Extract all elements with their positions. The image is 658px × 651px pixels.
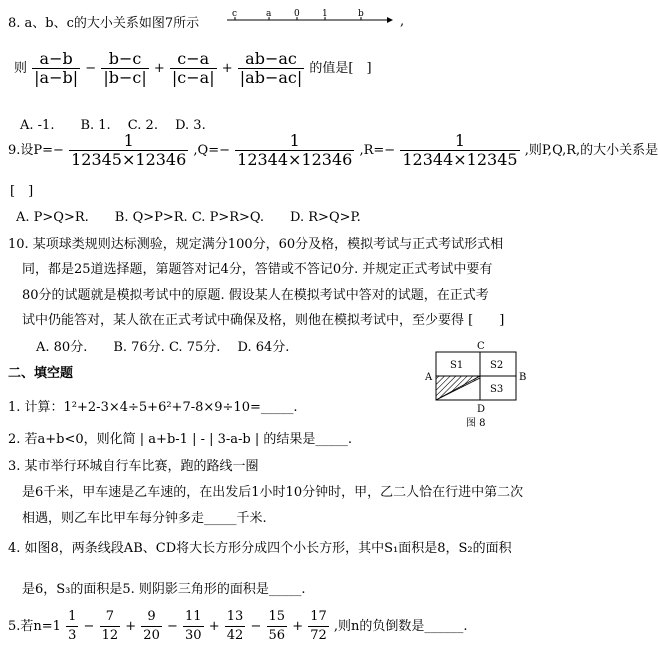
figure-caption: 图 8 xyxy=(466,418,486,429)
label-S3: S3 xyxy=(490,384,504,395)
q9-p-frac: $\frac{1}{12345\times 12346}$ xyxy=(71,131,187,169)
q8-frac-2: $\frac{b-c}{|b-c|}$ xyxy=(103,49,147,87)
q10-line-2: 同，都是25道选择题，第题答对记4分，答错或不答记0分. 并规定正式考试中要有 xyxy=(22,262,493,277)
label-A: A xyxy=(425,372,433,383)
f5-frac-3: $\frac{9}{20}$ xyxy=(143,609,160,643)
f5-frac-5: $\frac{13}{42}$ xyxy=(226,609,244,643)
fill-q3-line-3: 相遇，则乙车比甲车每分钟多走_____千米. xyxy=(22,511,267,526)
label-B: B xyxy=(519,372,527,383)
label-1: 1 xyxy=(322,9,328,19)
f5-frac-1: $\frac{1}{3}$ xyxy=(68,609,77,643)
fill-q4-line-1: 4. 如图8，两条线段AB、CD将大长方形分成四个小长方形，其中S₁面积是8，S₂的面积 xyxy=(8,541,512,556)
label-0: 0 xyxy=(294,9,300,19)
q9-options: A. P>Q>R. B. Q>P>R. C. P>R>Q. D. R>Q>P. xyxy=(16,210,361,225)
f5-frac-6: $\frac{15}{56}$ xyxy=(268,609,286,643)
q8-intro: 8. a、b、c的大小关系如图7所示 xyxy=(8,16,200,31)
fill-q3-line-1: 3. 某市举行环城自行车比赛，跑的路线一圈 xyxy=(8,459,259,474)
fill-q1: 1. 计算：1²+2-3×4÷5+6²+7-8×9÷10=_____. xyxy=(8,400,298,415)
fill-q4-line-2: 是6，S₃的面积是5. 则阴影三角形的面积是_____. xyxy=(22,582,306,597)
q10-line-3: 80分的试题就是模拟考试中的原题. 假设某人在模拟考试中答对的试题，在正式考 xyxy=(22,288,489,303)
fill-q5: 5.若n=1 $\frac{1}{3}$ − $\frac{7}{12}$ + $\frac{9}{20}$ − $\frac{11}{30}$ + $\frac{13}{42}$ − $\frac{15}{56}$ + $\frac{17}{72}$ ,则n的负倒数是______. xyxy=(8,609,468,643)
f5-frac-4: $\frac{11}{30}$ xyxy=(185,609,202,643)
q8-frac-4: $\frac{ab-ac}{|ab-ac|}$ xyxy=(239,49,303,87)
q10-line-1: 10. 某项球类规则达标测验，规定满分100分，60分及格，模拟考试与正式考试形式相 xyxy=(8,237,504,252)
q8-comma: , xyxy=(400,14,405,29)
q8-options: A. -1. B. 1. C. 2. D. 3. xyxy=(20,118,206,133)
q8-then: 则 xyxy=(14,61,28,76)
label-c: c xyxy=(232,9,238,19)
q10-line-4: 试中仍能答对，某人欲在正式考试中确保及格，则他在模拟考试中，至少要得 [ ] xyxy=(22,313,505,328)
label-S2: S2 xyxy=(490,360,504,371)
label-b: b xyxy=(358,9,364,19)
q9-expression: 9.设P=− $\frac{1}{12345\times 12346}$ ,Q=− $\frac{1}{12344\times 12346}$ ,R=− $\frac{1}{12344\times 12345}$ ,则P,Q,R,的大小关系是 xyxy=(8,131,658,169)
fill-q3-line-2: 是6千米，甲车速是乙车速的，在出发后1小时10分钟时，甲，乙二人恰在行进中第二次 xyxy=(22,485,524,500)
label-D: D xyxy=(477,404,486,415)
fill-q2: 2. 若a+b<0，则化简 | a+b-1 | - | 3-a-b | 的结果是_____. xyxy=(8,432,353,447)
q8-expression: 则 $\frac{a-b}{|a-b|}$ − $\frac{b-c}{|b-c|}$ + $\frac{c-a}{|c-a|}$ + $\frac{ab-ac}{|ab-ac|}$ 的值是[ ] xyxy=(14,49,372,87)
figure-8 xyxy=(420,338,535,430)
q9-bracket: [ ] xyxy=(10,184,34,199)
f5-frac-2: $\frac{7}{12}$ xyxy=(101,609,119,643)
q8-tail: 的值是[ ] xyxy=(309,61,372,76)
q9-q-frac: $\frac{1}{12344\times 12346}$ xyxy=(237,131,353,169)
f5-frac-7: $\frac{17}{72}$ xyxy=(310,609,327,643)
q8-frac-1: $\frac{a-b}{|a-b|}$ xyxy=(34,49,79,87)
q9-r-frac: $\frac{1}{12344\times 12345}$ xyxy=(402,131,518,169)
q8-number-line xyxy=(225,6,395,28)
q8-frac-3: $\frac{c-a}{|c-a|}$ xyxy=(171,49,215,87)
section-title-fill-in: 二、填空题 xyxy=(8,366,74,381)
q10-options: A. 80分. B. 76分. C. 75分. D. 64分. xyxy=(36,340,290,355)
label-a: a xyxy=(266,9,272,19)
label-S1: S1 xyxy=(450,360,464,371)
label-C: C xyxy=(477,341,485,352)
